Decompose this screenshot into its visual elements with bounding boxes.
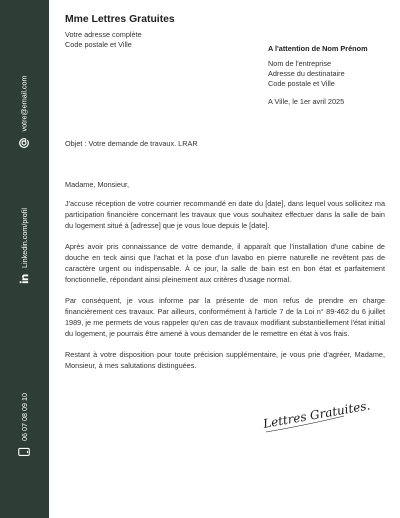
paragraph-4: Restant à votre disposition pour toute précision supplémentaire, je vous prie d'agréer, Madame, Monsieur, à mes salutations distinguées. bbox=[65, 350, 385, 370]
letter-object: Objet : Votre demande de travaux. LRAR bbox=[65, 139, 198, 148]
paragraph-1: J'accuse réception de votre courrier recommandé en date du [date], dans lequel vous sollicitez ma participation financière concernant les travaux que vous souhaitez effectuer dans la salle de bain du logement situé à [adresse] que je vous loue depuis le [date]. bbox=[65, 199, 385, 230]
email-text: votre@email.com bbox=[19, 75, 29, 132]
recipient-attention: A l'attention de Nom Prénom bbox=[268, 44, 368, 53]
salutation: Madame, Monsieur, bbox=[65, 180, 130, 189]
paragraph-3: Par conséquent, je vous informe par la présente de mon refus de prendre en charge financièrement ces travaux. Par ailleurs, conformément à l'article 7 de la Loi n° 89-462 du 6 juillet 1989, je me permets de vous rappeler qu'en cas de travaux modifiant substantiellement l'état initial du logement, je pourrais être amené à vous demander de le remettre en état à vos frais. bbox=[65, 296, 385, 338]
phone-text: 06 07 08 09 10 bbox=[19, 393, 29, 441]
sender-address: Votre adresse complète bbox=[65, 30, 142, 39]
sender-name: Mme Lettres Gratuites bbox=[65, 14, 175, 25]
date-line: A Ville, le 1er avril 2025 bbox=[268, 97, 345, 106]
linkedin-text: Linkedin.com/profil bbox=[19, 208, 29, 268]
sender-city: Code postale et Ville bbox=[65, 40, 132, 49]
paragraph-2: Après avoir pris connaissance de votre demande, il apparaît que l'installation d'une cabine de douche en teck ainsi que l'achat et la pose d'un lavabo en pierre naturelle ne revêtent pas de caractère urgent ou indispensable. À ce jour, la salle de bain est en bon état et parfaitement fonctionnelle, répondant ainsi pleinement aux critères d'usage normal. bbox=[65, 242, 385, 284]
recipient-company: Nom de l'entreprise bbox=[268, 59, 332, 68]
signature bbox=[262, 398, 372, 443]
signature-text: Lettres Gratuites. bbox=[262, 398, 372, 431]
recipient-city: Code postale et Ville bbox=[268, 79, 335, 88]
recipient-address: Adresse du destinataire bbox=[268, 69, 345, 78]
